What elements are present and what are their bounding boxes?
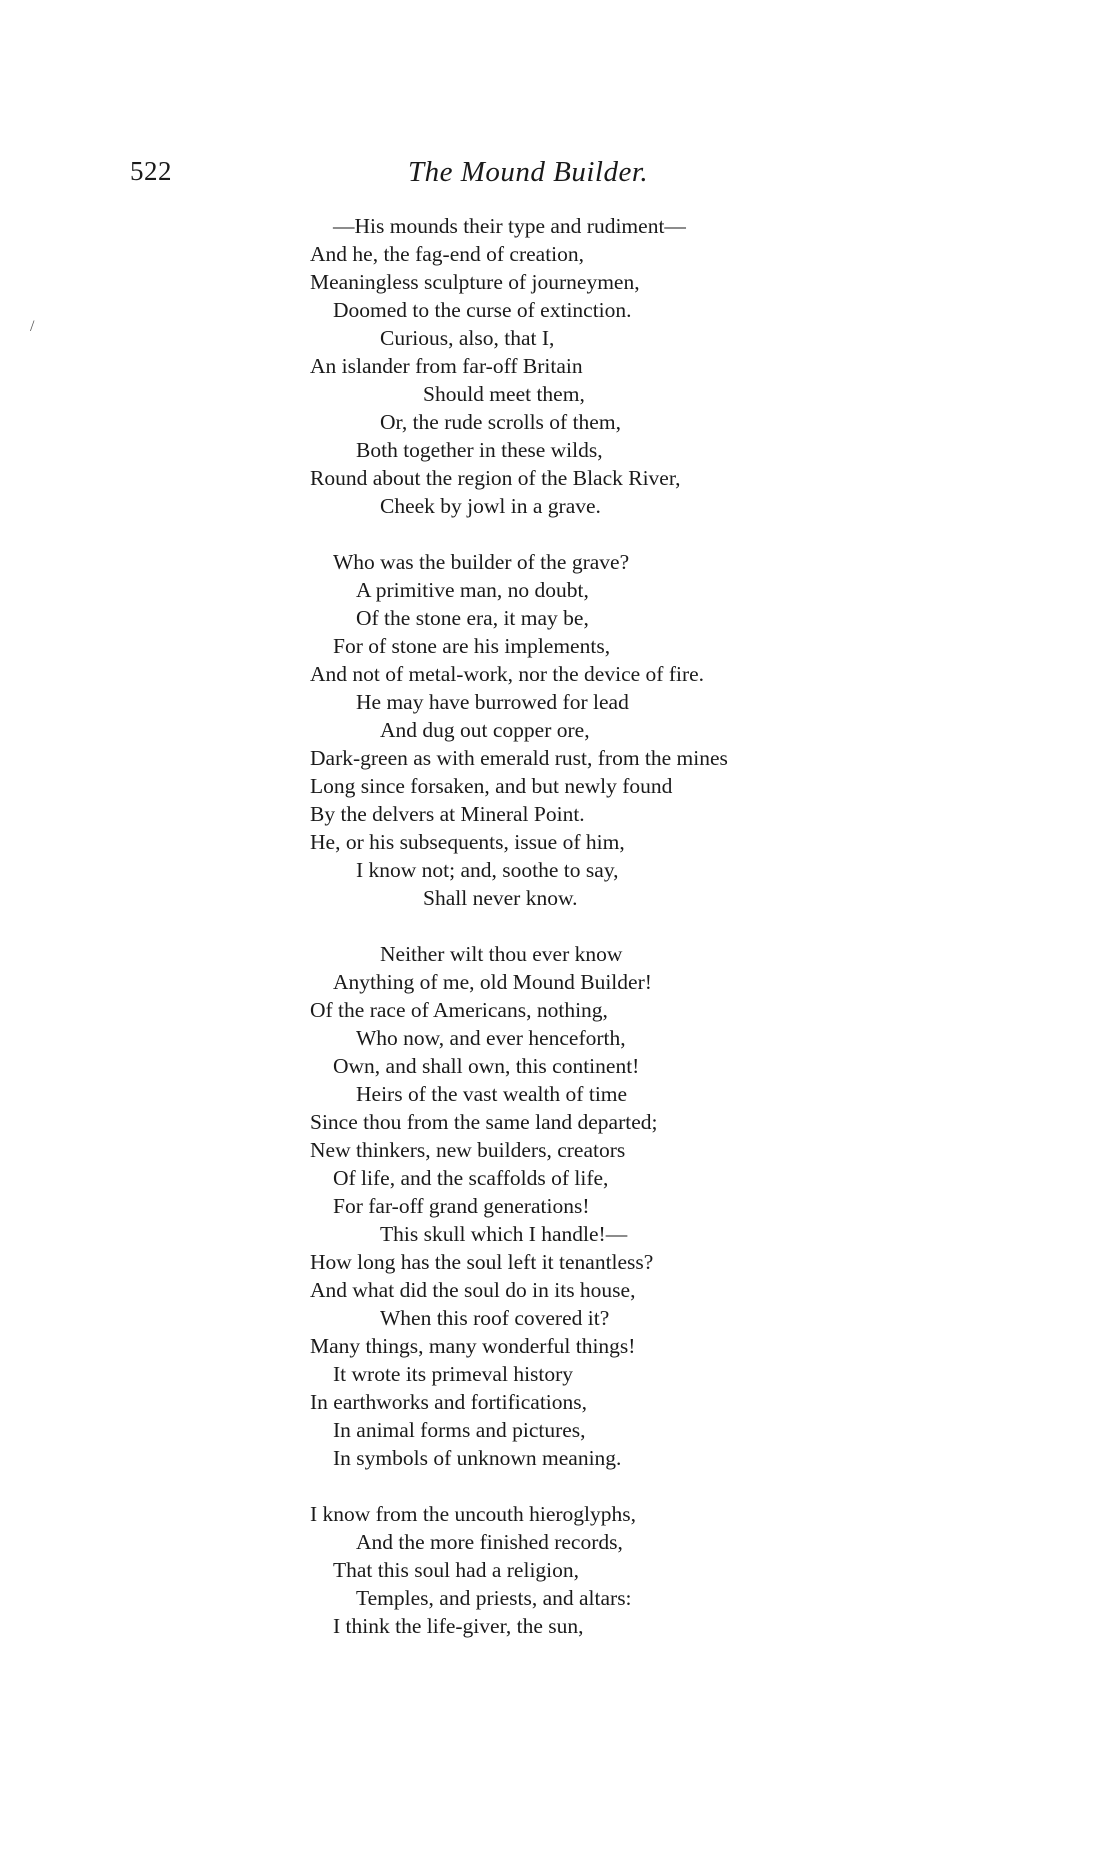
stanza — [310, 1500, 1010, 1640]
poem-line: And what did the soul do in its house, — [310, 1278, 636, 1302]
poem-line: And dug out copper ore, — [380, 718, 590, 742]
poem-line: Temples, and priests, and altars: — [356, 1586, 632, 1610]
stanza — [310, 212, 1010, 520]
poem-body — [310, 212, 1010, 1668]
poem-line: Who was the builder of the grave? — [333, 550, 630, 574]
poem-line: In symbols of unknown meaning. — [333, 1446, 622, 1470]
poem-line: Doomed to the curse of extinction. — [333, 298, 632, 322]
stanza — [310, 940, 1010, 1472]
poem-line: He may have burrowed for lead — [356, 690, 629, 714]
margin-pencil-mark: / — [30, 318, 35, 335]
poem-line: Of life, and the scaffolds of life, — [333, 1166, 609, 1190]
poem-line: I know from the uncouth hieroglyphs, — [310, 1502, 637, 1526]
poem-line: By the delvers at Mineral Point. — [310, 802, 585, 826]
poem-line: Curious, also, that I, — [380, 326, 555, 350]
poem-line: He, or his subsequents, issue of him, — [310, 830, 625, 854]
poem-line: In earthworks and fortifications, — [310, 1390, 588, 1414]
poem-line: Since thou from the same land departed; — [310, 1110, 658, 1134]
poem-line: An islander from far-off Britain — [310, 354, 583, 378]
poem-line: Dark-green as with emerald rust, from the mines — [310, 746, 728, 770]
poem-line: Cheek by jowl in a grave. — [380, 494, 601, 518]
poem-line: —His mounds their type and rudiment— — [333, 214, 686, 238]
poem-line: Should meet them, — [423, 382, 585, 406]
poem-line: Who now, and ever henceforth, — [356, 1026, 626, 1050]
poem-line: Anything of me, old Mound Builder! — [333, 970, 652, 994]
running-title: The Mound Builder. — [408, 156, 649, 188]
poem-line: New thinkers, new builders, creators — [310, 1138, 626, 1162]
poem-line: For of stone are his implements, — [333, 634, 611, 658]
poem-line: Heirs of the vast wealth of time — [356, 1082, 628, 1106]
page-number: 522 — [130, 156, 172, 186]
poem-line: Both together in these wilds, — [356, 438, 603, 462]
stanza — [310, 548, 1010, 912]
poem-line: For far-off grand generations! — [333, 1194, 590, 1218]
poem-line: Neither wilt thou ever know — [380, 942, 623, 966]
poem-line: That this soul had a religion, — [333, 1558, 580, 1582]
poem-line: I know not; and, soothe to say, — [356, 858, 619, 882]
poem-line: How long has the soul left it tenantless? — [310, 1250, 654, 1274]
poem-line: And the more finished records, — [356, 1530, 623, 1554]
poem-line: Of the stone era, it may be, — [356, 606, 589, 630]
poem-line: Or, the rude scrolls of them, — [380, 410, 621, 434]
poem-line: A primitive man, no doubt, — [356, 578, 589, 602]
poem-line: When this roof covered it? — [380, 1306, 610, 1330]
poem-line: Meaningless sculpture of journeymen, — [310, 270, 640, 294]
poem-line: Shall never know. — [423, 886, 578, 910]
page-header — [0, 156, 1096, 196]
poem-line: This skull which I handle!— — [380, 1222, 628, 1246]
poem-line: Own, and shall own, this continent! — [333, 1054, 640, 1078]
poem-line: Long since forsaken, and but newly found — [310, 774, 673, 798]
poem-line: It wrote its primeval history — [333, 1362, 574, 1386]
poem-line: Round about the region of the Black River, — [310, 466, 681, 490]
poem-line: Many things, many wonderful things! — [310, 1334, 636, 1358]
poem-line: I think the life-giver, the sun, — [333, 1614, 584, 1638]
poem-line: Of the race of Americans, nothing, — [310, 998, 608, 1022]
poem-line: In animal forms and pictures, — [333, 1418, 586, 1442]
poem-line: And not of metal-work, nor the device of fire. — [310, 662, 705, 686]
poem-line: And he, the fag-end of creation, — [310, 242, 585, 266]
